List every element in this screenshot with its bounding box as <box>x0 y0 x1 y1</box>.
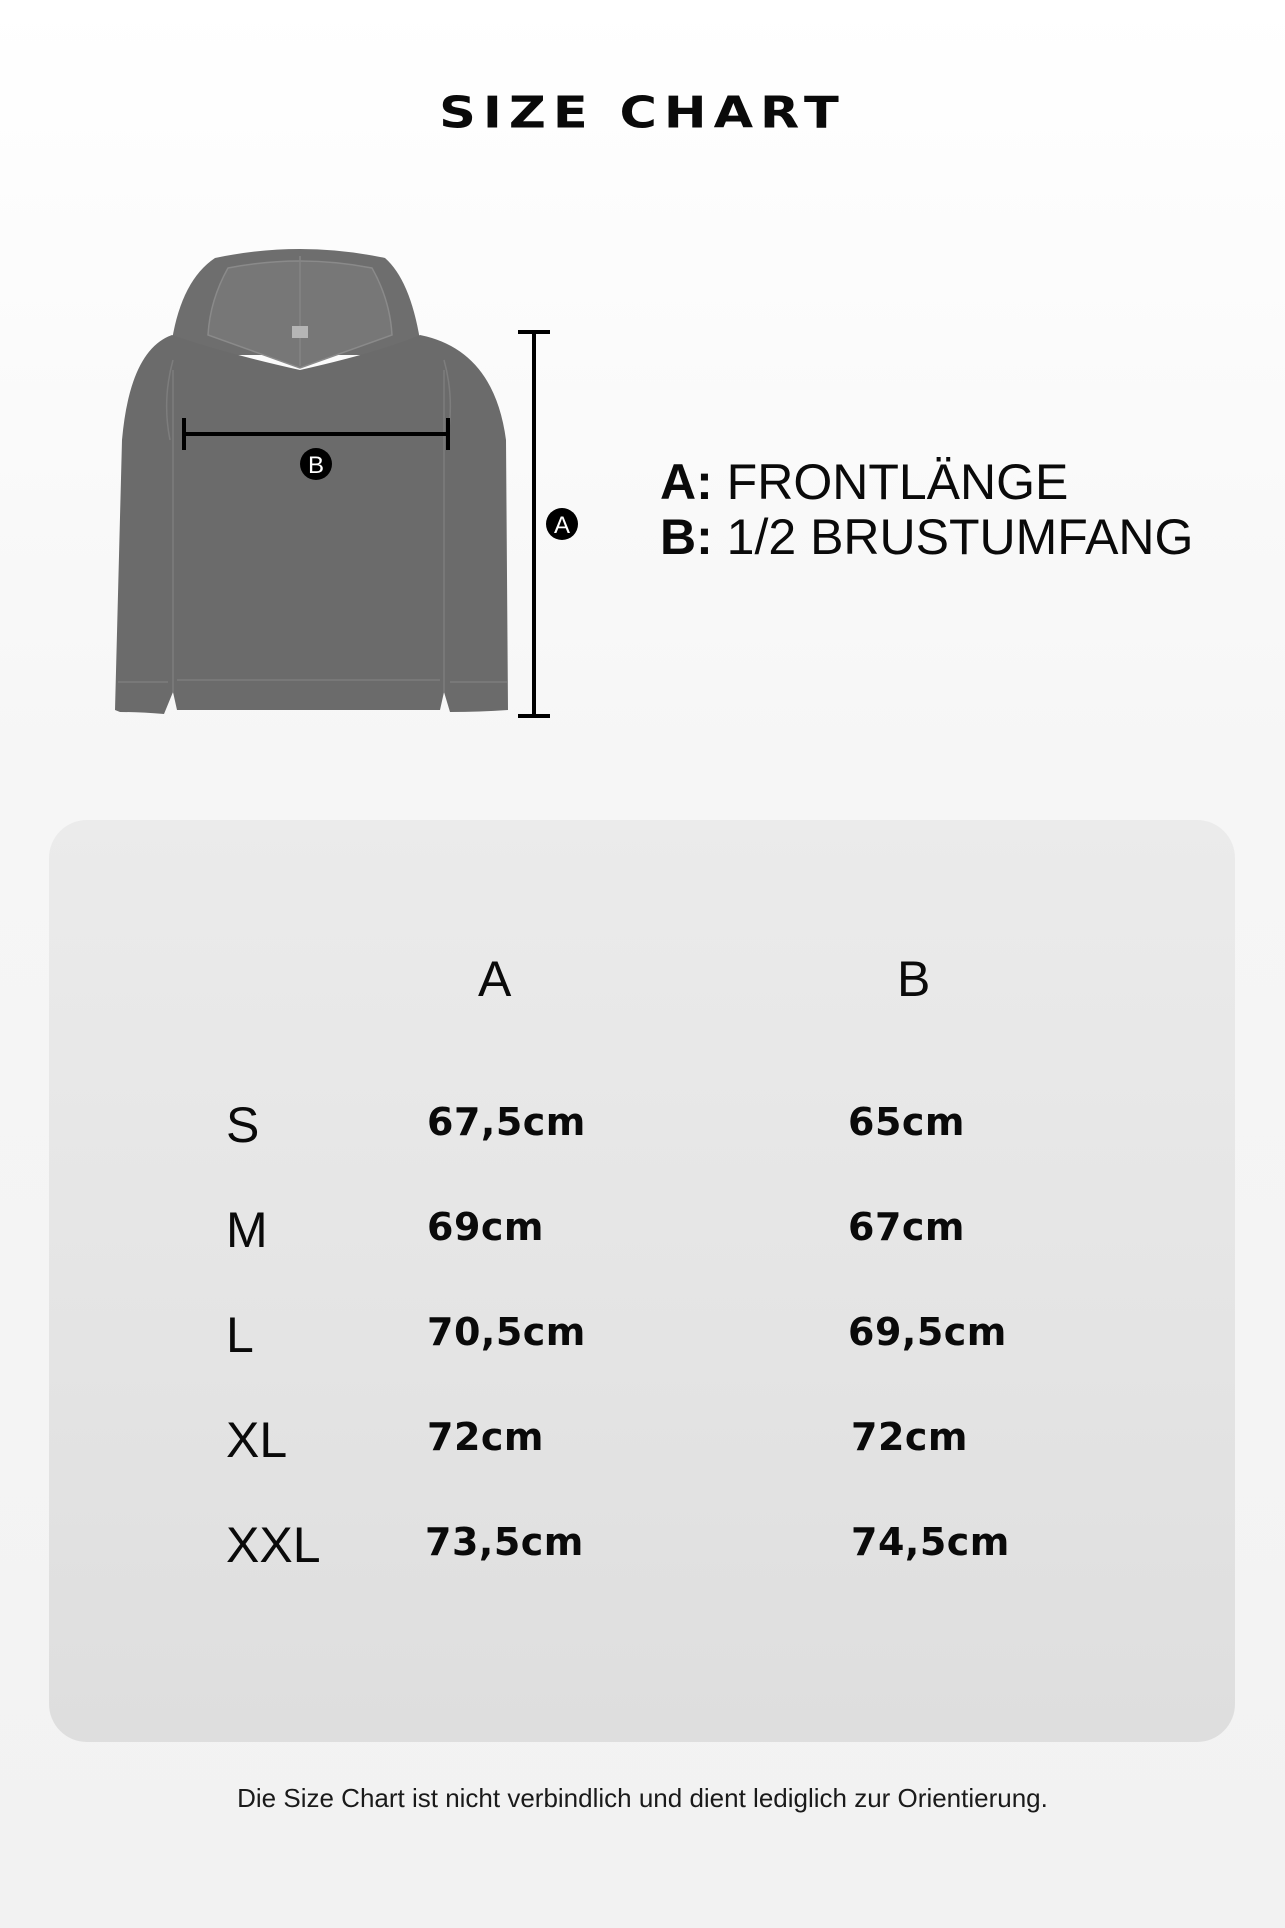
column-header-a: A <box>478 951 512 1007</box>
page-title: SIZE CHART <box>439 88 846 139</box>
value-a-xl: 72cm <box>427 1415 545 1459</box>
value-b-s: 65cm <box>848 1100 966 1144</box>
value-b-xl: 72cm <box>851 1415 969 1459</box>
value-a-m: 69cm <box>427 1205 545 1249</box>
value-a-l: 70,5cm <box>427 1310 586 1354</box>
marker-b-badge <box>300 448 332 480</box>
value-a-xxl: 73,5cm <box>425 1520 584 1564</box>
legend-label-a: FRONTLÄNGE <box>726 454 1069 510</box>
marker-a-badge <box>546 508 578 540</box>
value-b-m: 67cm <box>848 1205 966 1249</box>
legend-key-a: A: <box>660 454 713 510</box>
value-b-l: 69,5cm <box>848 1310 1007 1354</box>
value-b-xxl: 74,5cm <box>851 1520 1010 1564</box>
column-header-b: B <box>897 951 931 1007</box>
size-label-m: M <box>226 1202 268 1258</box>
measure-line-a <box>518 332 550 716</box>
hoodie-diagram <box>110 240 610 730</box>
hoodie-icon <box>115 249 508 714</box>
marker-a-label: A <box>553 512 571 539</box>
size-label-xl: XL <box>226 1412 288 1468</box>
size-table-card <box>49 820 1235 1742</box>
marker-b-label: B <box>307 452 325 479</box>
size-label-l: L <box>226 1307 254 1363</box>
legend-key-b: B: <box>660 509 713 565</box>
legend-row-a <box>660 455 1193 510</box>
disclaimer-footnote: Die Size Chart ist nicht verbindlich und dient lediglich zur Orientierung. <box>237 1783 1048 1813</box>
measurement-legend <box>660 455 1193 565</box>
legend-label-b: 1/2 BRUSTUMFANG <box>726 509 1194 565</box>
value-a-s: 67,5cm <box>427 1100 586 1144</box>
size-label-s: S <box>226 1097 260 1153</box>
size-label-xxl: XXL <box>226 1517 321 1573</box>
legend-row-b <box>660 510 1193 565</box>
